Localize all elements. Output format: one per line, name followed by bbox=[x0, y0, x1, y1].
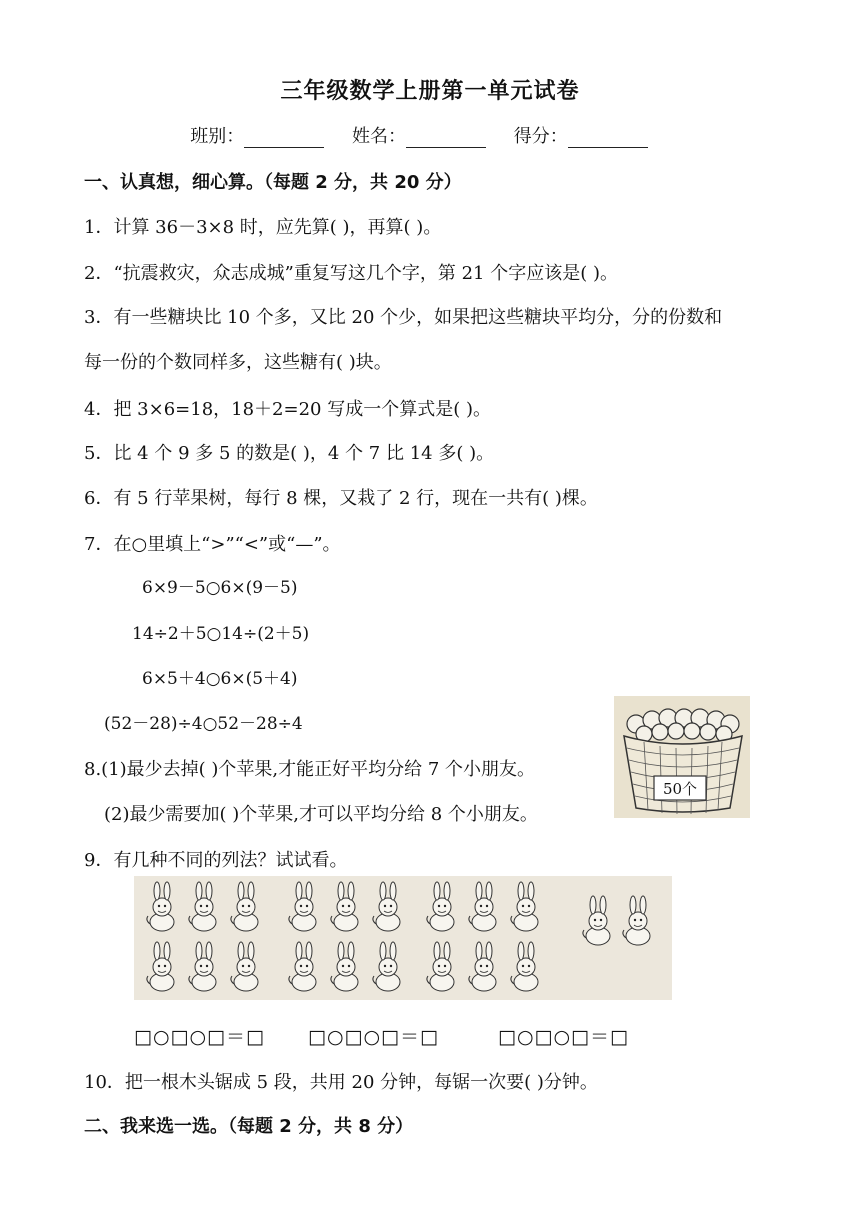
section-2-heading: 二、我来选一选。（每题 2 分，共 8 分） bbox=[84, 1116, 414, 1137]
formula-blank-2[interactable]: □○□○□＝□ bbox=[308, 1026, 439, 1048]
question-2: 2．“抗震救灾，众志成城”重复写这几个字，第 21 个字应该是( )。 bbox=[84, 263, 618, 284]
question-10: 10．把一根木头锯成 5 段，共用 20 分钟，每锯一次要( )分钟。 bbox=[84, 1072, 598, 1093]
formula-blank-3[interactable]: □○□○□＝□ bbox=[498, 1026, 629, 1048]
question-4: 4．把 3×6=18，18＋2=20 写成一个算式是( )。 bbox=[84, 399, 491, 420]
question-3-line-2: 每一份的个数同样多，这些糖有( )块。 bbox=[84, 352, 392, 373]
student-info-row bbox=[0, 122, 860, 148]
question-3-line-1: 3．有一些糖块比 10 个多，又比 20 个少，如果把这些糖块平均分，分的份数和 bbox=[84, 307, 723, 328]
expression-4: (52－28)÷4○52－28÷4 bbox=[104, 714, 303, 734]
question-9: 9．有几种不同的列法？试试看。 bbox=[84, 850, 348, 871]
expression-3: 6×5＋4○6×(5＋4) bbox=[142, 669, 298, 689]
rabbits-image bbox=[134, 876, 672, 1000]
section-1-heading: 一、认真想，细心算。（每题 2 分，共 20 分） bbox=[84, 172, 462, 193]
question-5: 5．比 4 个 9 多 5 的数是( )，4 个 7 比 14 多( )。 bbox=[84, 443, 495, 464]
score-blank[interactable] bbox=[568, 129, 648, 148]
basket-label: 50个 bbox=[662, 780, 698, 798]
formula-blank-1[interactable]: □○□○□＝□ bbox=[134, 1026, 265, 1048]
name-label: 姓名： bbox=[352, 126, 406, 147]
score-label: 得分： bbox=[513, 126, 568, 147]
apple-basket-image bbox=[614, 696, 750, 818]
question-1: 1．计算 36－3×8 时，应先算( )，再算( )。 bbox=[84, 217, 442, 238]
question-7: 7．在○里填上“>”“<”或“—”。 bbox=[84, 534, 341, 555]
question-6: 6．有 5 行苹果树，每行 8 棵，又栽了 2 行，现在一共有( )棵。 bbox=[84, 488, 598, 509]
expression-1: 6×9－5○6×(9－5) bbox=[142, 578, 298, 598]
page-title: 三年级数学上册第一单元试卷 bbox=[280, 79, 580, 104]
name-blank[interactable] bbox=[406, 129, 486, 148]
question-8-part-1: 8.(1)最少去掉( )个苹果,才能正好平均分给 7 个小朋友。 bbox=[84, 759, 536, 780]
class-label: 班别： bbox=[190, 126, 245, 147]
class-blank[interactable] bbox=[244, 129, 324, 148]
expression-2: 14÷2＋5○14÷(2＋5) bbox=[132, 624, 310, 644]
question-8-part-2: (2)最少需要加( )个苹果,才可以平均分给 8 个小朋友。 bbox=[104, 804, 538, 825]
